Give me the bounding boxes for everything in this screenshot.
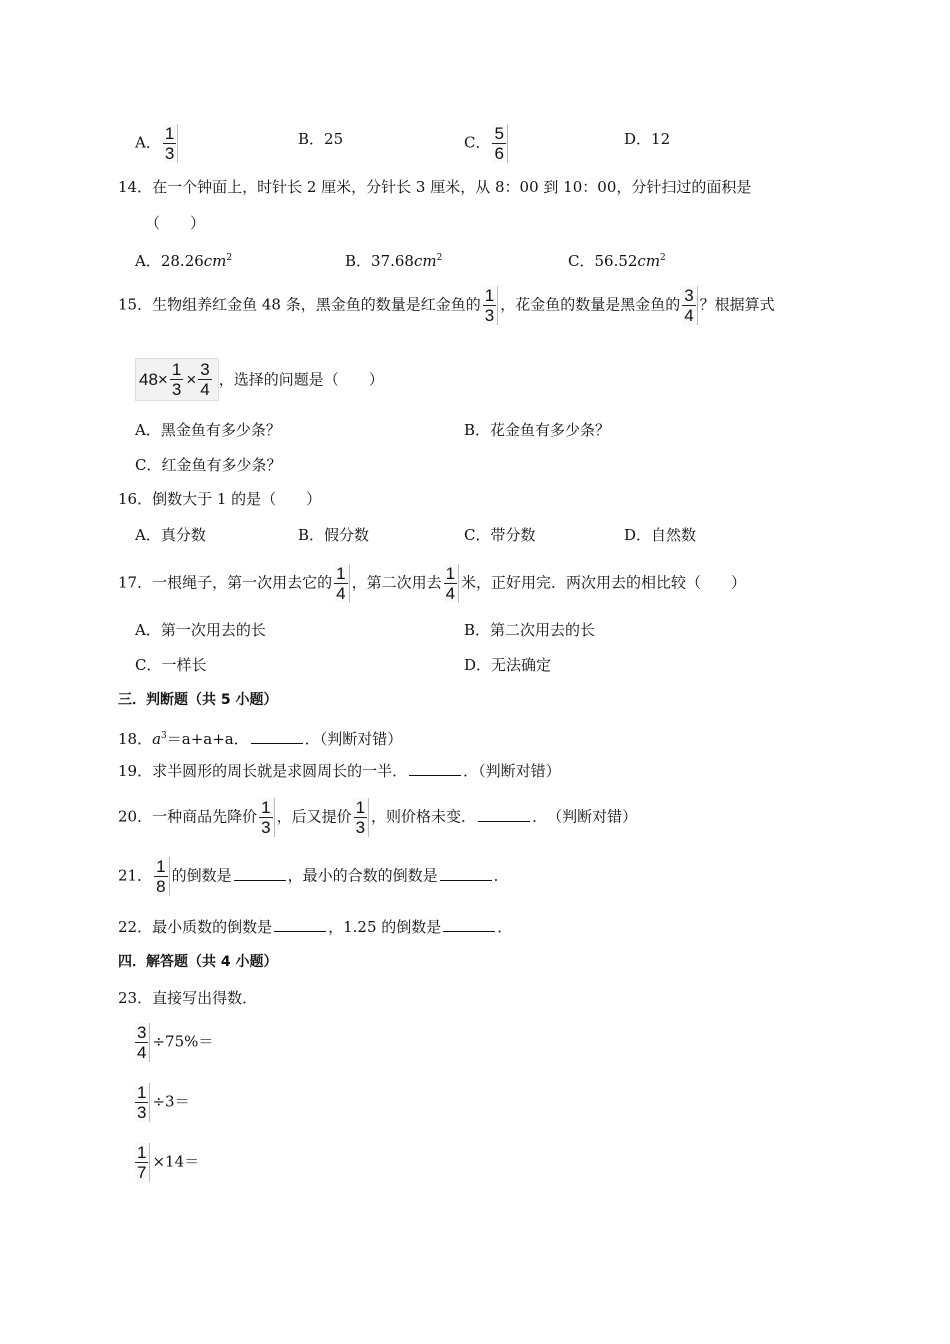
q16-option-c: C．带分数 [464, 526, 536, 544]
q15-formula-line: 48× $\frac{1}{3}$ × $\frac{3}{4}$ ，选择的问题是（ ） [135, 358, 384, 401]
q16-text: 16．倒数大于 1 的是（ ） [118, 490, 322, 508]
fraction: $\frac{1}{4}$ [444, 564, 459, 603]
answer-blank[interactable] [409, 761, 461, 776]
q15-option-c: C．红金鱼有多少条？ [135, 456, 282, 474]
answer-blank[interactable] [478, 807, 530, 822]
option-label: C． [464, 133, 491, 152]
q23-item-1: $\frac{3}{4}$ ÷75%＝ [137, 1023, 214, 1062]
formula-image: 48× $\frac{1}{3}$ × $\frac{3}{4}$ [135, 358, 219, 401]
q17-option-b: B．第二次用去的长 [464, 621, 596, 639]
q18: 18．$a^3=a+a+a$． ．（判断对错） [118, 730, 403, 748]
q13-option-a [135, 124, 180, 163]
q15-option-a: A．黑金鱼有多少条？ [135, 421, 281, 439]
section-heading-solve: 四．解答题（共 4 小题） [118, 954, 278, 970]
q22: 22．最小质数的倒数是 ，1.25 的倒数是 ． [118, 918, 513, 936]
fraction: $\frac{1}{4}$ [334, 564, 349, 603]
answer-blank[interactable] [443, 917, 495, 932]
q17-option-a: A．第一次用去的长 [135, 621, 266, 639]
option-label: A． [135, 133, 161, 152]
fraction: $\frac{1}{8}$ [154, 857, 169, 896]
answer-blank[interactable] [274, 917, 326, 932]
q23-item-2: $\frac{1}{3}$ ÷3＝ [137, 1083, 190, 1122]
q14-option-a: A．$28.26cm^2$ [135, 252, 233, 270]
q23-item-3: $\frac{1}{7}$ ×14＝ [137, 1143, 200, 1182]
q13-option-d: D．12 [624, 130, 671, 148]
q15-option-b: B．花金鱼有多少条？ [464, 421, 611, 439]
fraction-denominator: 3 [164, 144, 175, 163]
q16-option-d: D．自然数 [624, 526, 697, 544]
q15-line1: 15．生物组养红金鱼 48 条，黑金鱼的数量是红金鱼的 $\frac{1}{3}$ ，花金鱼的数量是黑金鱼的 $\frac{3}{4}$ ？根据算式 [118, 286, 775, 325]
q14-text: 14．在一个钟面上，时针长 2 厘米，分针长 3 厘米，从 8：00 到 10：00，分针扫过的面积是 [118, 178, 752, 196]
fraction: $\frac{3}{4}$ [135, 1023, 150, 1062]
answer-blank[interactable] [440, 866, 492, 881]
q17-option-c: C．一样长 [135, 656, 207, 674]
fraction: $\frac{1}{3}$ [354, 798, 369, 837]
fraction-denominator: 6 [494, 144, 504, 163]
fraction: $\frac{1}{7}$ [135, 1143, 150, 1182]
q21: 21． $\frac{1}{8}$ 的倒数是 ，最小的合数的倒数是 ． [118, 857, 509, 896]
fraction: $\frac{1}{3}$ [135, 1083, 150, 1122]
q14-option-b: B．$37.68cm^2$ [345, 252, 443, 270]
fraction [163, 124, 178, 163]
q16-option-a: A．真分数 [135, 526, 206, 544]
q14-paren: （ ） [145, 214, 206, 232]
q20: 20．一种商品先降价 $\frac{1}{3}$ ，后又提价 $\frac{1}{3}$ ，则价格未变． ． （判断对错） [118, 798, 638, 837]
q16-option-b: B．假分数 [298, 526, 370, 544]
q19: 19．求半圆形的周长就是求圆周长的一半． ．（判断对错） [118, 762, 561, 780]
section-heading-judgement: 三．判断题（共 5 小题） [118, 692, 278, 708]
q13-option-c [464, 124, 510, 163]
q13-option-b: B．25 [298, 130, 344, 148]
answer-blank[interactable] [251, 729, 303, 744]
fraction [492, 124, 507, 163]
fraction-numerator: 1 [164, 124, 175, 143]
fraction: $\frac{1}{3}$ [259, 798, 274, 837]
q17-option-d: D．无法确定 [464, 656, 552, 674]
fraction: $\frac{3}{4}$ [682, 286, 697, 325]
q23-text: 23．直接写出得数． [118, 989, 258, 1007]
q14-option-c: C．$56.52cm^2$ [568, 252, 666, 270]
fraction: $\frac{1}{3}$ [483, 286, 498, 325]
fraction-numerator: 5 [494, 124, 504, 143]
answer-blank[interactable] [234, 866, 286, 881]
q17-text: 17．一根绳子，第一次用去它的 $\frac{1}{4}$ ，第二次用去 $\frac{1}{4}$ 米，正好用完．两次用去的相比较（ ） [118, 564, 747, 603]
